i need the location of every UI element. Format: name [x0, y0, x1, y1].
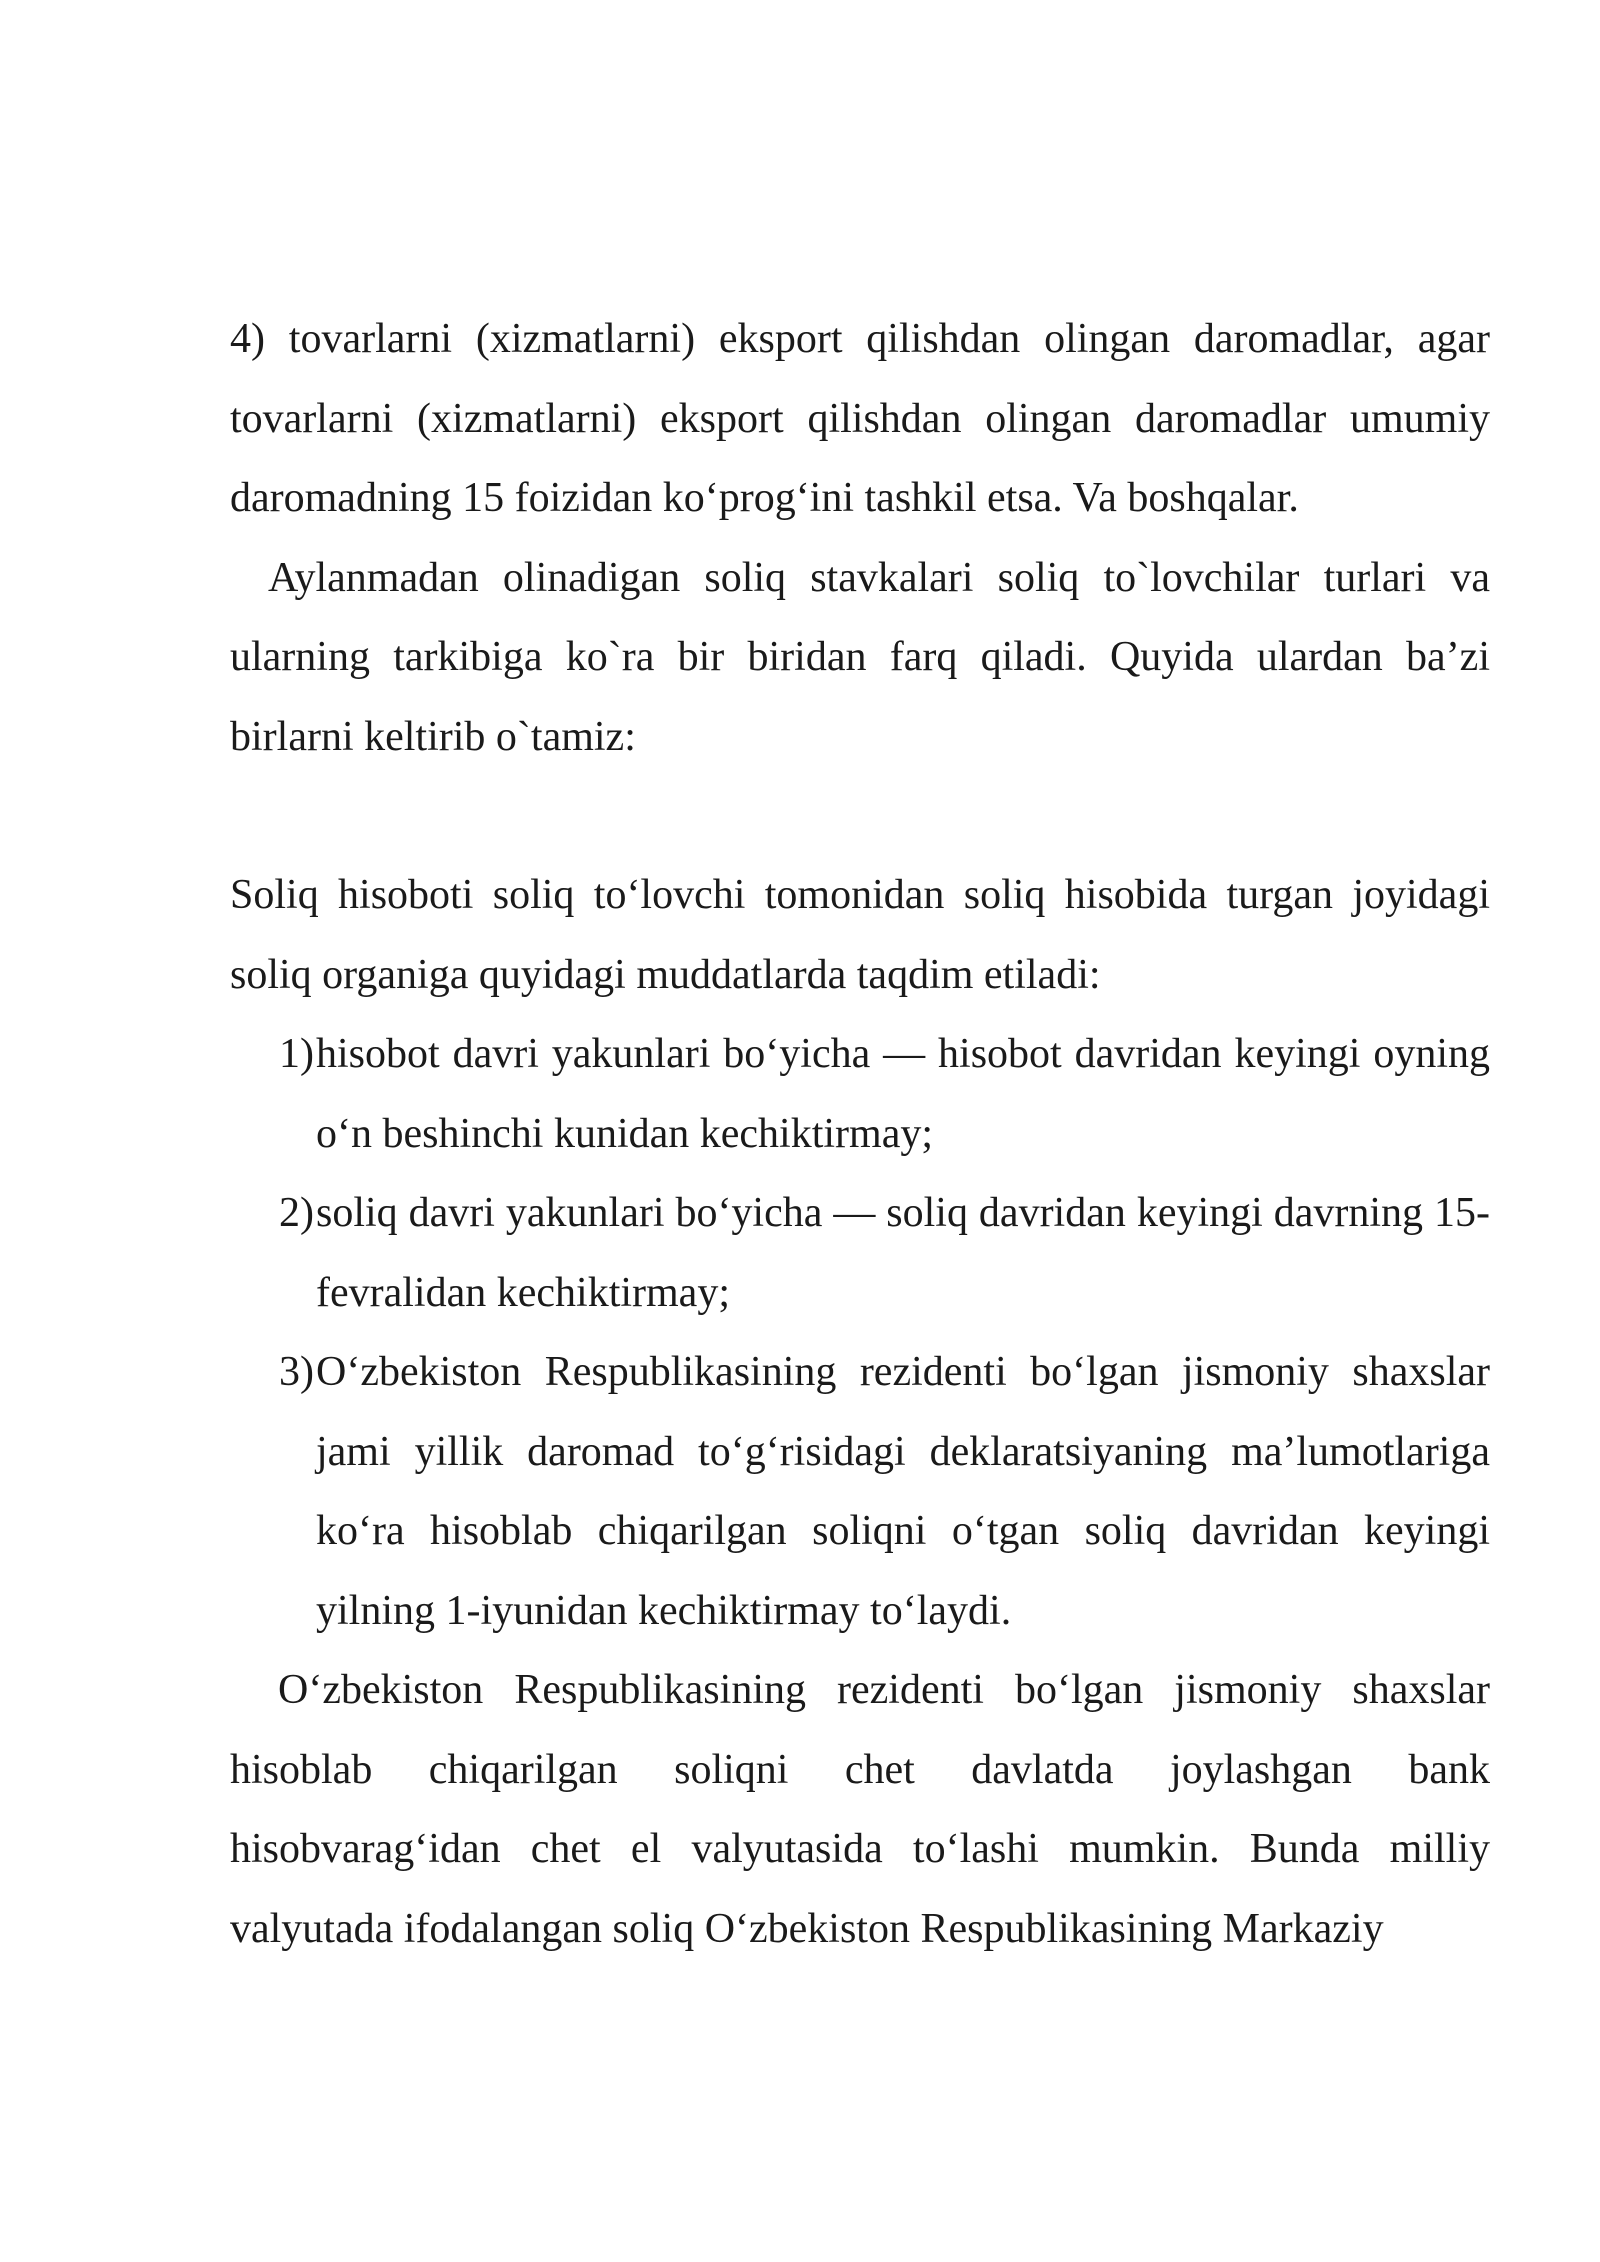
list-item-text: hisobot davri yakunlari bo‘yicha — hisobot davridan keyingi oyning o‘n beshinchi kunidan kechiktirmay; [316, 1031, 1490, 1157]
list-item-number: 3) [279, 1349, 314, 1395]
paragraph-turnover-tax-rates: Aylanmadan olinadigan soliq stavkalari soliq to`lovchilar turlari va ularning tarkibiga ko`ra bir biridan farq qiladi. Quyida ulardan ba’zi birlarni keltirib o`tamiz: [230, 554, 1490, 760]
paragraph-foreign-currency-payment: O‘zbekiston Respublikasining rezidenti bo‘lgan jismoniy shaxslar hisoblab chiqarilgan soliqni chet davlatda joylashgan bank hisobvarag‘idan chet el valyutasida to‘lashi mumkin. Bunda milliy valyutada ifodalangan soliq O‘zbekiston Respublikasining Markaziy [230, 1667, 1490, 1952]
paragraph-tax-report-deadlines: Soliq hisoboti soliq to‘lovchi tomonidan soliq hisobida turgan joyidagi soliq organiga quyidagi muddatlarda taqdim etiladi: [230, 872, 1490, 998]
deadline-list [230, 1015, 1490, 1651]
blank-line [230, 777, 1490, 856]
list-item-text: soliq davri yakunlari bo‘yicha — soliq davridan keyingi davrning 15-fevralidan kechiktirmay; [316, 1190, 1490, 1316]
list-item [230, 1333, 1490, 1651]
paragraph-export-income: 4) tovarlarni (xizmatlarni) eksport qilishdan olingan daromadlar, agar tovarlarni (xizmatlarni) eksport qilishdan olingan daromadlar umumiy daromadning 15 foizidan ko‘prog‘ini tashkil etsa. Va boshqalar. [230, 316, 1490, 521]
list-item-number: 2) [279, 1190, 314, 1236]
list-item [230, 1174, 1490, 1333]
list-item-number: 1) [279, 1031, 314, 1077]
list-item-text: O‘zbekiston Respublikasining rezidenti bo‘lgan jismoniy shaxslar jami yillik daromad to‘g‘risidagi deklaratsiyaning ma’lumotlariga ko‘ra hisoblab chiqarilgan soliqni o‘tgan soliq davridan keyingi yilning 1-iyunidan kechiktirmay to‘laydi. [316, 1349, 1490, 1634]
list-item [230, 1015, 1490, 1174]
document-page [230, 300, 1490, 1969]
